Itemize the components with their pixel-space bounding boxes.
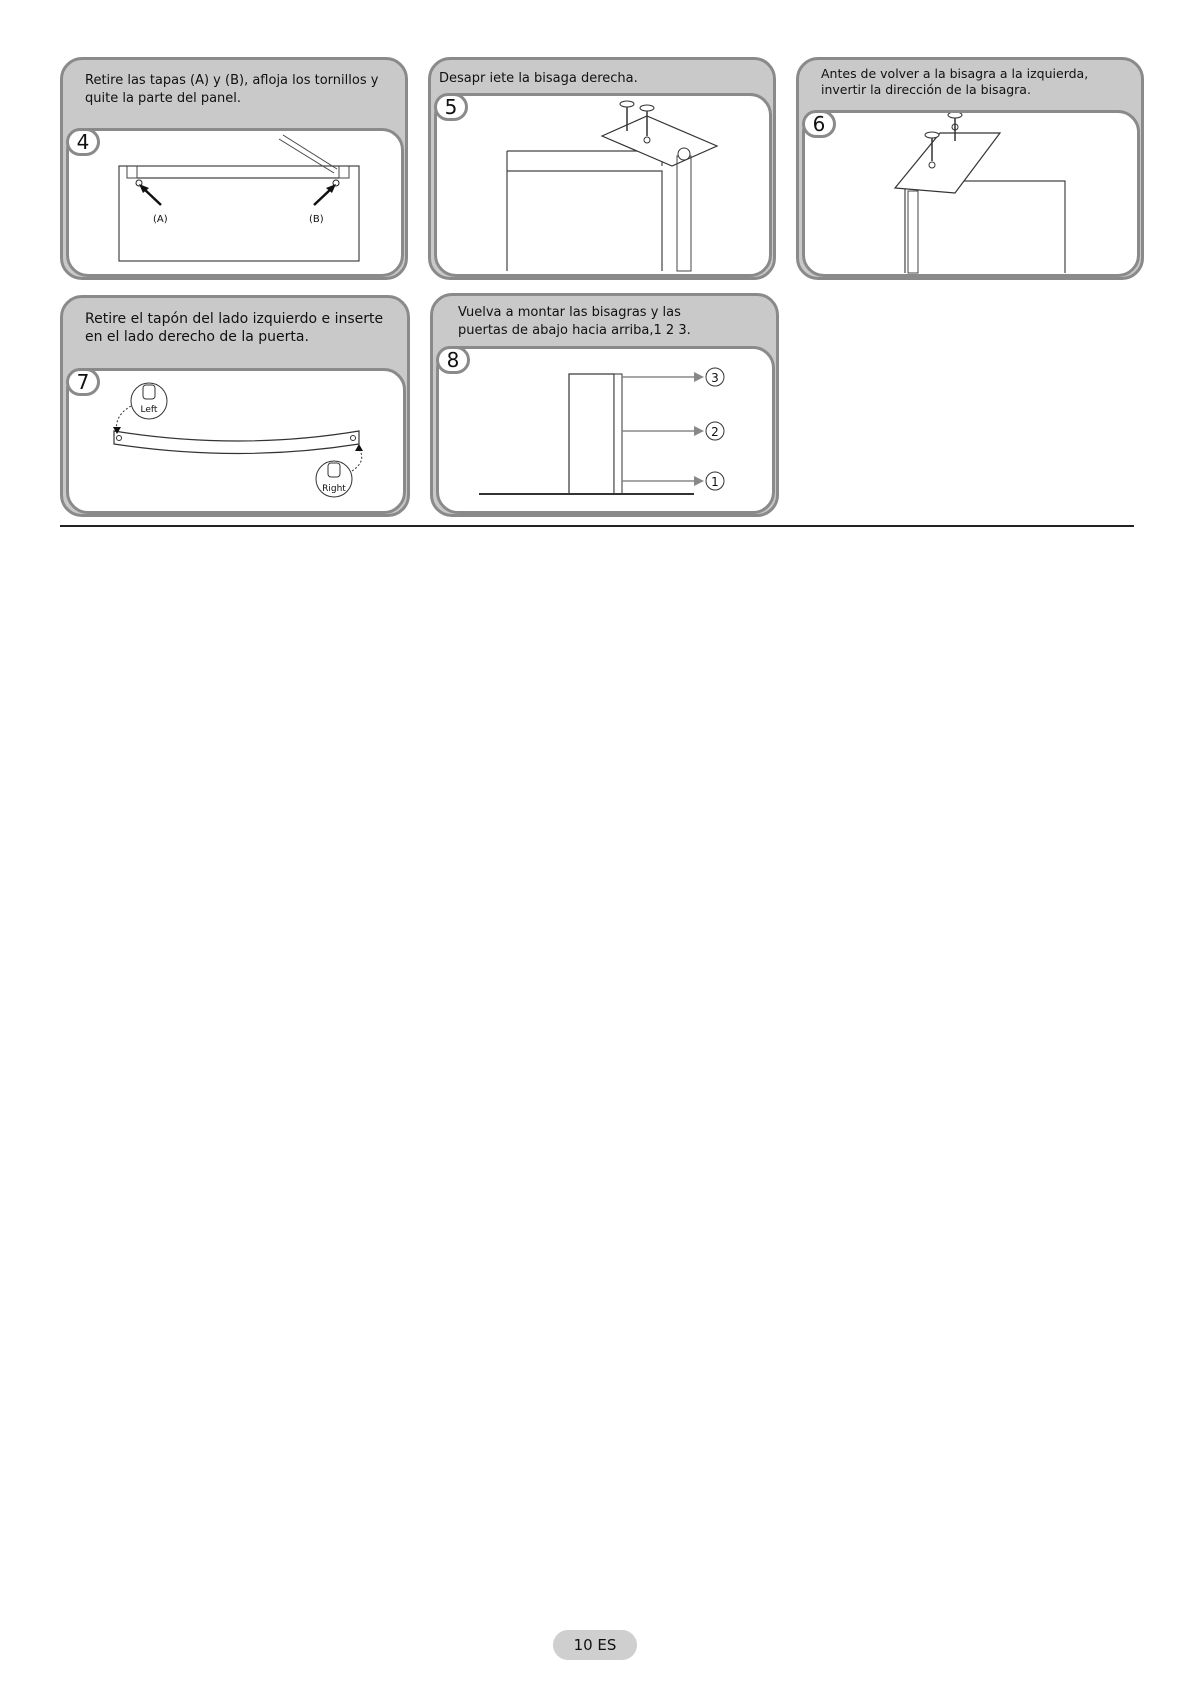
- step-8-marker-2: 2: [711, 425, 719, 439]
- step-7-card: [60, 295, 410, 517]
- step-7-illustration-panel: [66, 368, 406, 514]
- step-7-door-drawing: [69, 371, 403, 511]
- step-4-label-a: (A): [153, 214, 168, 225]
- step-5-caption: Desapr iete la bisaga derecha.: [439, 71, 638, 86]
- step-4-panel-drawing: [69, 131, 401, 274]
- step-8-marker-1: 1: [711, 475, 719, 489]
- step-6-hinge-drawing: [805, 113, 1137, 274]
- step-8-number: 8: [436, 346, 470, 374]
- step-4-illustration-panel: [66, 128, 404, 277]
- page-number-badge: 10 ES: [553, 1630, 637, 1660]
- step-5-illustration-panel: [434, 93, 772, 277]
- step-8-card: [430, 293, 779, 517]
- step-5-hinge-drawing: [437, 96, 769, 274]
- step-8-illustration-panel: [436, 346, 775, 514]
- step-7-number: 7: [66, 368, 100, 396]
- step-5-number: 5: [434, 93, 468, 121]
- step-7-caption: Retire el tapón del lado izquierdo e inserte en el lado derecho de la puerta.: [85, 311, 384, 345]
- step-4-caption: Retire las tapas (A) y (B), afloja los tornillos y quite la parte del panel.: [85, 73, 379, 106]
- step-4-label-b: (B): [309, 214, 324, 225]
- step-8-marker-3: 3: [711, 371, 719, 385]
- step-6-caption: Antes de volver a la bisagra a la izquierda, invertir la dirección de la bisagra.: [821, 66, 1089, 97]
- step-4-card: [60, 57, 408, 280]
- step-8-caption: Vuelva a montar las bisagras y las puertas de abajo hacia arriba,1 2 3.: [458, 305, 691, 338]
- step-7-label-left: Left: [140, 405, 158, 415]
- step-8-reassembly-drawing: [439, 349, 772, 511]
- step-6-illustration-panel: [802, 110, 1140, 277]
- step-5-card: [428, 57, 776, 280]
- step-6-card: [796, 57, 1144, 280]
- step-6-number: 6: [802, 110, 836, 138]
- section-divider: [60, 525, 1134, 527]
- step-4-number: 4: [66, 128, 100, 156]
- step-7-label-right: Right: [322, 484, 346, 494]
